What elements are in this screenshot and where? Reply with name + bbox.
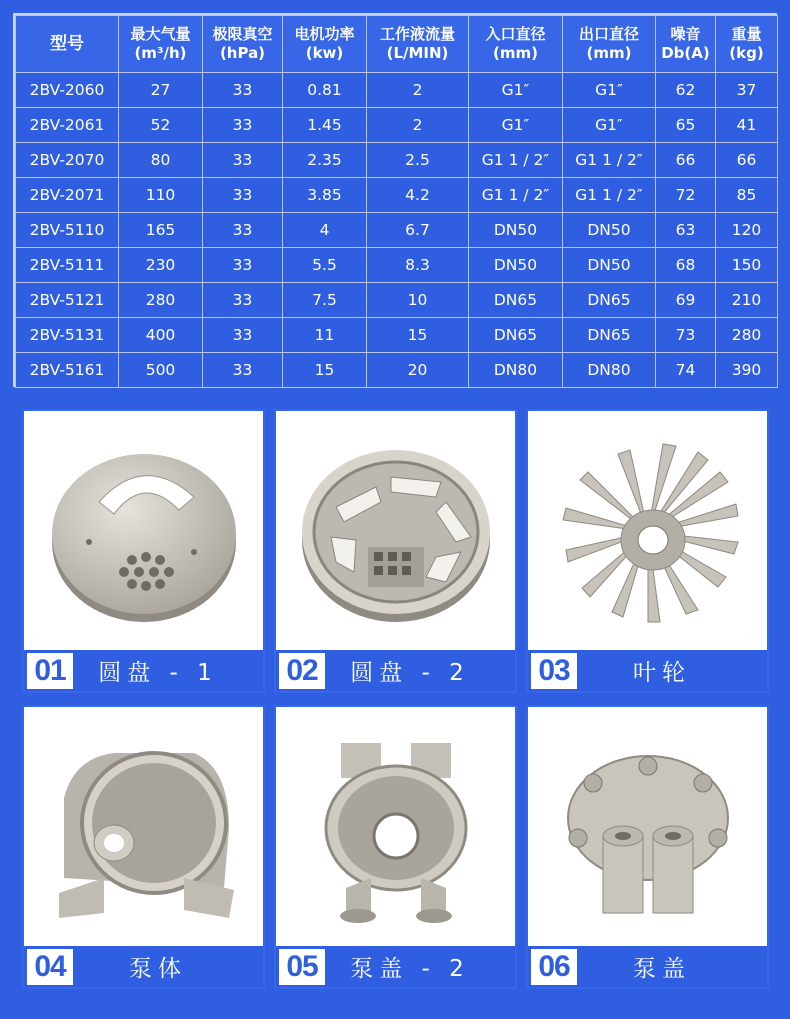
column-header-line2: (L/MIN) bbox=[386, 44, 449, 62]
part-number: 03 bbox=[531, 653, 577, 689]
impeller-photo bbox=[530, 413, 765, 650]
table-row bbox=[16, 248, 778, 283]
table-cell: G1″ bbox=[469, 108, 563, 143]
table-row bbox=[16, 73, 778, 108]
part-card-disc-1 bbox=[22, 409, 265, 693]
part-number: 01 bbox=[27, 653, 73, 689]
table-row bbox=[16, 318, 778, 353]
column-header bbox=[656, 16, 716, 73]
table-body bbox=[16, 73, 778, 388]
table-cell: 10 bbox=[367, 283, 469, 318]
table-cell: 2BV-5110 bbox=[16, 213, 119, 248]
table-cell: 280 bbox=[119, 283, 203, 318]
part-card-disc-2 bbox=[274, 409, 517, 693]
column-header-line1: 极限真空 bbox=[212, 25, 273, 43]
column-header-line2: (kg) bbox=[729, 44, 764, 62]
table-cell: 33 bbox=[203, 178, 283, 213]
part-card-pump-cover-2 bbox=[274, 705, 517, 989]
pump-cover-2-photo bbox=[278, 709, 513, 946]
column-header bbox=[367, 16, 469, 73]
table-cell: DN50 bbox=[469, 213, 563, 248]
part-label: 叶轮 bbox=[633, 660, 691, 686]
table-cell: G1 1 / 2″ bbox=[563, 178, 656, 213]
table-cell: 120 bbox=[716, 213, 778, 248]
table-cell: DN50 bbox=[469, 248, 563, 283]
column-header-line2: (mm) bbox=[586, 44, 632, 62]
column-header-line1: 重量 bbox=[731, 25, 762, 43]
column-header bbox=[16, 16, 119, 73]
table-row bbox=[16, 353, 778, 388]
part-label: 泵体 bbox=[129, 956, 187, 982]
table-cell: 2BV-5111 bbox=[16, 248, 119, 283]
table-cell: 33 bbox=[203, 73, 283, 108]
table-cell: 85 bbox=[716, 178, 778, 213]
table-cell: 4.2 bbox=[367, 178, 469, 213]
part-caption bbox=[276, 650, 515, 691]
table-cell: 2BV-2060 bbox=[16, 73, 119, 108]
table-cell: 69 bbox=[656, 283, 716, 318]
column-header bbox=[203, 16, 283, 73]
table-cell: DN65 bbox=[469, 283, 563, 318]
table-cell: DN80 bbox=[563, 353, 656, 388]
column-header-line2: (m³/h) bbox=[134, 44, 187, 62]
table-cell: 33 bbox=[203, 283, 283, 318]
column-header-line1: 入口直径 bbox=[485, 25, 546, 43]
table-cell: 80 bbox=[119, 143, 203, 178]
table-cell: DN65 bbox=[469, 318, 563, 353]
disc-1-photo bbox=[26, 413, 261, 650]
table-cell: 52 bbox=[119, 108, 203, 143]
table-cell: 3.85 bbox=[283, 178, 367, 213]
table-cell: 7.5 bbox=[283, 283, 367, 318]
table-cell: 33 bbox=[203, 318, 283, 353]
table-cell: 230 bbox=[119, 248, 203, 283]
table-cell: 0.81 bbox=[283, 73, 367, 108]
table-cell: 72 bbox=[656, 178, 716, 213]
table-cell: 8.3 bbox=[367, 248, 469, 283]
table-cell: G1 1 / 2″ bbox=[563, 143, 656, 178]
table-cell: 33 bbox=[203, 213, 283, 248]
table-cell: 33 bbox=[203, 108, 283, 143]
table-cell: 33 bbox=[203, 248, 283, 283]
table-cell: 5.5 bbox=[283, 248, 367, 283]
table-cell: 68 bbox=[656, 248, 716, 283]
table-cell: 2BV-5161 bbox=[16, 353, 119, 388]
table-header-row bbox=[16, 16, 778, 73]
table-cell: 73 bbox=[656, 318, 716, 353]
column-header-line1: 型号 bbox=[50, 33, 84, 54]
table-row bbox=[16, 143, 778, 178]
table-cell: DN65 bbox=[563, 283, 656, 318]
table-cell: G1 1 / 2″ bbox=[469, 143, 563, 178]
column-header bbox=[563, 16, 656, 73]
table-cell: 63 bbox=[656, 213, 716, 248]
table-cell: G1 1 / 2″ bbox=[469, 178, 563, 213]
table-cell: 390 bbox=[716, 353, 778, 388]
table-cell: G1″ bbox=[563, 108, 656, 143]
table-cell: 33 bbox=[203, 353, 283, 388]
table-row bbox=[16, 178, 778, 213]
column-header bbox=[283, 16, 367, 73]
spec-table bbox=[15, 15, 778, 388]
table-cell: 500 bbox=[119, 353, 203, 388]
table-cell: 15 bbox=[367, 318, 469, 353]
column-header-line2: (mm) bbox=[493, 44, 538, 62]
pump-cover-photo bbox=[530, 709, 765, 946]
table-cell: 33 bbox=[203, 143, 283, 178]
column-header bbox=[119, 16, 203, 73]
table-cell: 4 bbox=[283, 213, 367, 248]
table-cell: 2 bbox=[367, 73, 469, 108]
table-cell: 400 bbox=[119, 318, 203, 353]
part-caption bbox=[528, 946, 767, 987]
column-header bbox=[469, 16, 563, 73]
part-caption bbox=[24, 946, 263, 987]
disc-2-photo bbox=[278, 413, 513, 650]
parts-panel bbox=[0, 398, 790, 1019]
table-cell: G1″ bbox=[469, 73, 563, 108]
table-cell: 65 bbox=[656, 108, 716, 143]
table-cell: 11 bbox=[283, 318, 367, 353]
part-number: 02 bbox=[279, 653, 325, 689]
column-header-line1: 工作液流量 bbox=[379, 25, 455, 43]
column-header-line1: 出口直径 bbox=[578, 25, 639, 43]
table-cell: DN65 bbox=[563, 318, 656, 353]
table-cell: 2BV-5131 bbox=[16, 318, 119, 353]
column-header-line2: (hPa) bbox=[219, 44, 266, 62]
column-header bbox=[716, 16, 778, 73]
table-cell: 2.35 bbox=[283, 143, 367, 178]
table-cell: 110 bbox=[119, 178, 203, 213]
part-label: 圆盘 - 2 bbox=[350, 660, 470, 686]
part-card-pump-cover bbox=[526, 705, 769, 989]
column-header-line1: 噪音 bbox=[670, 25, 701, 43]
table-row bbox=[16, 283, 778, 318]
table-cell: 165 bbox=[119, 213, 203, 248]
table-cell: 6.7 bbox=[367, 213, 469, 248]
column-header-line1: 最大气量 bbox=[130, 25, 191, 43]
table-cell: 66 bbox=[656, 143, 716, 178]
table-cell: 280 bbox=[716, 318, 778, 353]
spec-table-container bbox=[13, 13, 777, 387]
table-cell: 20 bbox=[367, 353, 469, 388]
pump-body-photo bbox=[26, 709, 261, 946]
column-header-line2: Db(A) bbox=[661, 44, 710, 62]
table-cell: 2.5 bbox=[367, 143, 469, 178]
part-label: 泵盖 bbox=[633, 956, 691, 982]
table-cell: 150 bbox=[716, 248, 778, 283]
table-cell: DN50 bbox=[563, 248, 656, 283]
table-cell: 210 bbox=[716, 283, 778, 318]
table-cell: 15 bbox=[283, 353, 367, 388]
table-cell: 74 bbox=[656, 353, 716, 388]
table-cell: 27 bbox=[119, 73, 203, 108]
table-cell: DN50 bbox=[563, 213, 656, 248]
part-number: 05 bbox=[279, 949, 325, 985]
table-cell: 2BV-2070 bbox=[16, 143, 119, 178]
table-cell: 2 bbox=[367, 108, 469, 143]
table-cell: DN80 bbox=[469, 353, 563, 388]
part-number: 06 bbox=[531, 949, 577, 985]
table-cell: 41 bbox=[716, 108, 778, 143]
table-cell: 2BV-2061 bbox=[16, 108, 119, 143]
table-row bbox=[16, 108, 778, 143]
part-label: 圆盘 - 1 bbox=[98, 660, 218, 686]
part-number: 04 bbox=[27, 949, 73, 985]
part-label: 泵盖 - 2 bbox=[350, 956, 470, 982]
part-caption bbox=[276, 946, 515, 987]
table-row bbox=[16, 213, 778, 248]
table-cell: 37 bbox=[716, 73, 778, 108]
table-cell: 1.45 bbox=[283, 108, 367, 143]
table-cell: 2BV-2071 bbox=[16, 178, 119, 213]
column-header-line1: 电机功率 bbox=[294, 25, 355, 43]
part-caption bbox=[528, 650, 767, 691]
part-caption bbox=[24, 650, 263, 691]
table-cell: 62 bbox=[656, 73, 716, 108]
table-cell: 2BV-5121 bbox=[16, 283, 119, 318]
part-card-impeller bbox=[526, 409, 769, 693]
table-cell: 66 bbox=[716, 143, 778, 178]
column-header-line2: (kw) bbox=[305, 44, 344, 62]
table-cell: G1″ bbox=[563, 73, 656, 108]
part-card-pump-body bbox=[22, 705, 265, 989]
